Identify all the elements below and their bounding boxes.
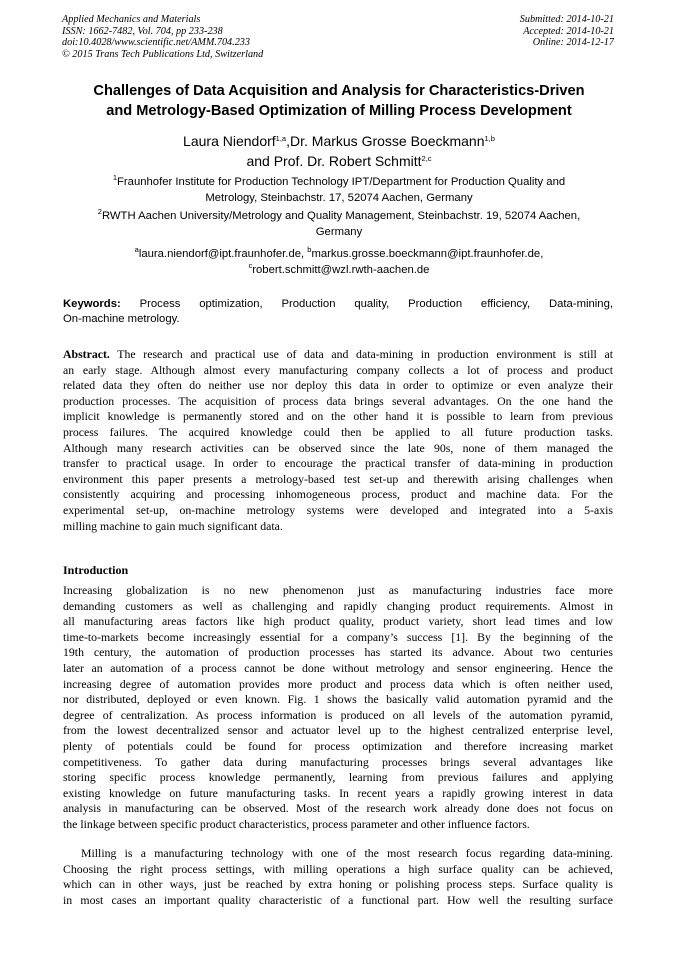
email-mark: b: [307, 245, 312, 254]
paragraph-line: degree of centralization. As process information is produced on all levels of the automation pyramid,: [63, 707, 613, 722]
paragraph-line: nor distributed, deployed or even known. Fig. 1 shows the basically valid automation pyramid and the: [63, 692, 613, 707]
email-link[interactable]: markus.grosse.boeckmann@ipt.fraunhofer.de,: [311, 248, 544, 260]
title-line: and Metrology-Based Optimization of Milling Process Development: [106, 103, 572, 119]
paragraph-line: plenty of potentials could be found for process optimization and therefore increasing market: [63, 738, 613, 753]
abstract-line: process failures. The acquired knowledge could then be applied to all future production tasks.: [63, 424, 613, 439]
paragraph-line: Choosing the right process settings, with milling operations a high surface quality can be achieved,: [63, 861, 613, 876]
paragraph-line: analysis in manufacturing can be observed. Most of the research work already done does not focus on: [63, 801, 613, 816]
author-name: Laura Niendorf: [183, 133, 276, 149]
paragraph-line: Increasing globalization is no new phenomenon just as manufacturing industries face more: [63, 583, 613, 597]
authors-line-1: [40, 131, 638, 151]
affiliation-line: Germany: [315, 225, 363, 238]
author-affiliation-mark: 2,c: [421, 154, 432, 163]
submitted-date: Submitted: 2014-10-21: [519, 14, 614, 25]
author-affiliation-mark: 1,a: [275, 134, 287, 143]
affiliation-2: [60, 209, 618, 240]
accepted-date: Accepted: 2014-10-21: [523, 25, 614, 37]
abstract-section: [63, 347, 613, 534]
introduction-heading: Introduction: [63, 563, 129, 577]
keywords-line: [63, 297, 613, 312]
paragraph-line: later an automation of a process cannot be done without metrology and sensor engineering. Hence the: [63, 660, 613, 675]
paragraph-line: demanding customers as well as challenging and rapidly changing product requirements. Almost in: [63, 598, 613, 613]
paragraph-line: time-to-markets become increasingly essential for a company’s success [1]. By the beginning of the: [63, 629, 613, 644]
affiliation-text: RWTH Aachen University/Metrology and Quality Management, Steinbachstr. 19, 52074 Aachen,: [101, 210, 581, 222]
abstract-line: related data they often do neither use nor deploy this data in order to optimize or even analyze their: [63, 378, 613, 393]
paper-title: [40, 81, 638, 121]
affiliation-1: [60, 175, 618, 206]
abstract-line: [63, 347, 613, 363]
introduction-paragraph-2: [63, 846, 613, 908]
abstract-line: milling machine to gain much significant data.: [63, 518, 283, 533]
email-line: [60, 260, 618, 279]
author-name: ,Dr. Markus Grosse Boeckmann: [286, 133, 485, 149]
paragraph-line: from the lowest decentralized sensor and actuator level up to the highest centralized enterprise level,: [63, 723, 613, 738]
online-date: Online: 2014-12-17: [532, 37, 614, 48]
paragraph-line: storing specific process knowledge permanently, learning from previous failures and applying: [63, 770, 613, 785]
abstract-line: implicit knowledge is permanently stored and on the other hand it is possible to learn from previous: [63, 409, 613, 424]
journal-doi[interactable]: doi:10.4028/www.scientific.net/AMM.704.233: [62, 37, 250, 48]
paragraph-line: in most cases an important quality characteristic of a functional part. How well the resulting surface: [63, 892, 613, 907]
journal-info: [62, 14, 263, 60]
paragraph-line: 19th century, the automation of production processes has started its advance. About two centuries: [63, 645, 613, 660]
paragraph-line: which can in other ways, just be reached by extra honing or polishing process steps. Surface quality is: [63, 877, 613, 892]
abstract-text: The research and practical use of data and data-mining in production environment is still at: [109, 347, 613, 361]
affiliation-line: Metrology, Steinbachstr. 17, 52074 Aachen, Germany: [205, 191, 473, 204]
affiliation-text: Fraunhofer Institute for Production Technology IPT/Department for Production Quality and: [117, 176, 566, 188]
keywords-section: [63, 297, 613, 327]
paragraph-line: existing knowledge on future manufacturing tasks. In recent years a rapidly growing interest in data: [63, 785, 613, 800]
abstract-line: production processes. The acquisition of process data brings several advantages. On the one hand the: [63, 393, 613, 408]
affiliation-line: [60, 175, 618, 191]
abstract-line: consistently acquiring and processing inhomogeneous process, product and machine data. For the: [63, 487, 613, 502]
keywords-line: On-machine metrology.: [63, 313, 180, 325]
abstract-line: Although many research activities can be observed since the late 90s, none of them managed the: [63, 440, 613, 455]
paragraph-line: competitiveness. To gather data during manufacturing processes brings several advantages like: [63, 754, 613, 769]
abstract-line: environment this paper presents a metrology-based test set-up and therewith arising challenges when: [63, 471, 613, 486]
email-mark: c: [248, 260, 253, 270]
email-mark: a: [134, 245, 139, 254]
journal-name: Applied Mechanics and Materials: [62, 14, 201, 25]
affiliation-mark: 1: [112, 173, 117, 182]
author-list: [40, 131, 638, 171]
affiliation-mark: 2: [97, 207, 102, 216]
introduction-paragraph-1: [63, 583, 613, 833]
author-name: and Prof. Dr. Robert Schmitt: [246, 153, 422, 169]
authors-line-2: [40, 151, 638, 171]
title-line: Challenges of Data Acquisition and Analysis for Characteristics-Driven: [93, 83, 585, 99]
abstract-line: an early stage. Although almost every manufacturing company collects a lot of process and product: [63, 362, 613, 377]
email-link[interactable]: laura.niendorf@ipt.fraunhofer.de,: [138, 248, 308, 260]
author-affiliation-mark: 1,b: [484, 134, 495, 143]
keywords-text: Process optimization, Production quality, Production efficiency, Data-mining,: [120, 298, 613, 310]
abstract-line: experimental set-up, on-machine metrology systems were developed and integrated into a 5-axis: [63, 502, 613, 517]
paragraph-line: Milling is a manufacturing technology with one of the most research focus regarding data-mining.: [81, 846, 613, 860]
author-emails: [60, 247, 618, 278]
email-link[interactable]: robert.schmitt@wzl.rwth-aachen.de: [252, 263, 430, 276]
abstract-line: transfer to practical usage. In order to encourage the practical transfer of data-mining in production: [63, 456, 613, 471]
journal-issn: ISSN: 1662-7482, Vol. 704, pp 233-238: [62, 25, 223, 37]
abstract-label: Abstract.: [63, 347, 110, 361]
submission-dates: [520, 14, 614, 49]
email-line: [60, 247, 618, 263]
paragraph-line: the linkage between specific product characteristics, process parameter and other influence factors.: [63, 816, 530, 831]
paragraph-line: all manufacturing areas factors like high product quality, product variety, short lead times and low: [63, 614, 613, 629]
affiliation-line: [60, 209, 618, 225]
paragraph-line: increasing degree of automation provides more product and process data which is often neither used,: [63, 676, 613, 691]
keywords-label: Keywords:: [63, 298, 121, 310]
journal-copyright: © 2015 Trans Tech Publications Ltd, Switzerland: [62, 48, 264, 60]
